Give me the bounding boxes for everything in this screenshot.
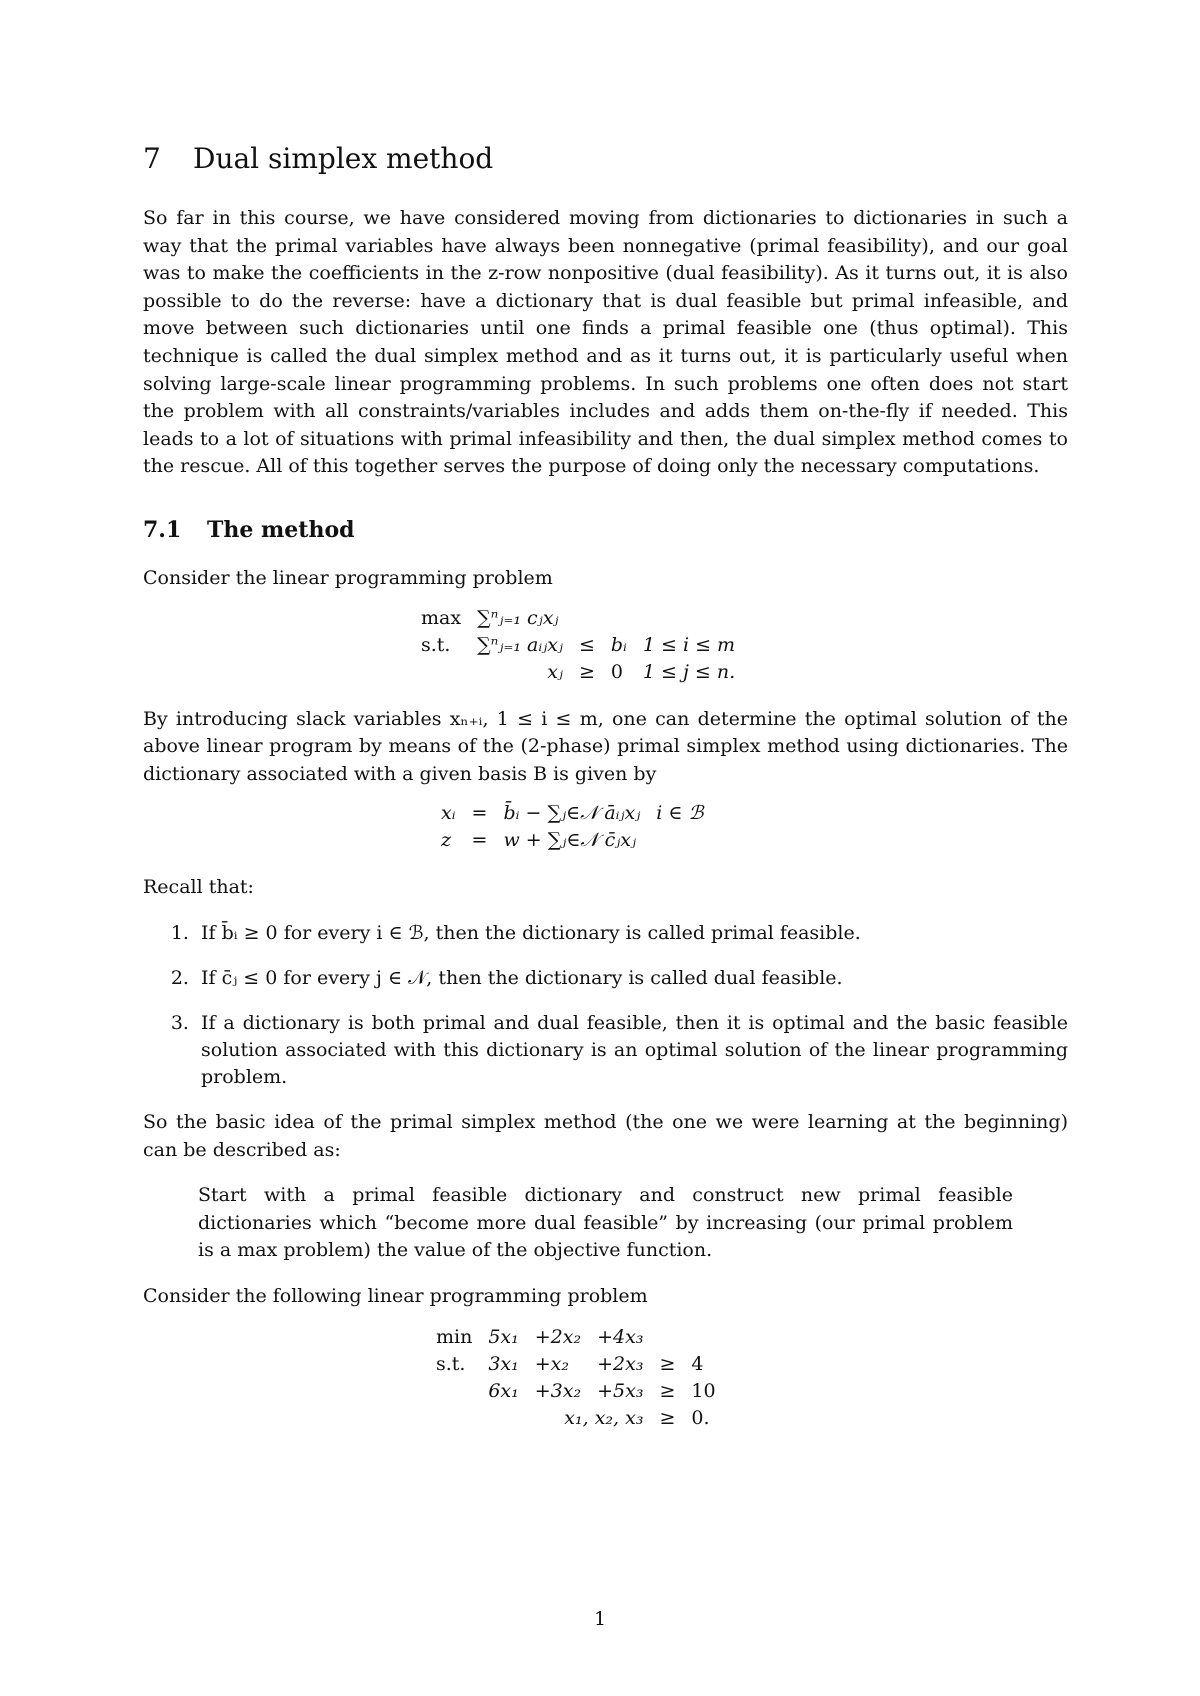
lp1-nonneg-expr: xⱼ <box>547 660 563 683</box>
dict-condition: i ∈ ℬ <box>656 802 704 825</box>
lp2-cell: +3x₂ <box>534 1380 582 1403</box>
lp1-constraint-rel: ≤ <box>578 633 595 656</box>
page-content <box>143 130 1068 1452</box>
subsection-title: The method <box>207 516 355 543</box>
section-number: 7 <box>143 142 161 175</box>
lp2-cell: 10 <box>691 1380 716 1403</box>
lp2-cell: 6x₁ <box>488 1380 519 1403</box>
lp-example <box>428 1324 1068 1432</box>
lp1-constraint-expr: ∑ⁿⱼ₌₁ aᵢⱼxⱼ <box>477 633 563 656</box>
lp2-cell: +2x₃ <box>597 1353 644 1376</box>
lp2-cell <box>428 1405 480 1432</box>
list-item: 1. If b̄ᵢ ≥ 0 for every i ∈ ℬ, then the dictionary is called primal feasible. <box>195 920 1068 947</box>
dict-eq-1: = <box>471 802 488 825</box>
lp2-cell: +x₂ <box>534 1353 570 1376</box>
lp2-cell <box>651 1324 683 1351</box>
dictionary-display <box>433 800 1068 854</box>
lp2-cell: 5x₁ <box>488 1326 519 1349</box>
lp2-cell <box>428 1378 480 1405</box>
dict-eq-2: = <box>471 829 488 852</box>
lp2-cell: 0. <box>691 1407 710 1430</box>
lp1-nonneg-rhs: 0 <box>610 660 623 683</box>
lp2-cell <box>683 1324 723 1351</box>
lp2-cell: ≥ <box>659 1407 676 1430</box>
lp1-constraint-rhs: bᵢ <box>610 633 627 656</box>
section-title: Dual simplex method <box>193 142 494 175</box>
lp1-label: max <box>421 606 462 629</box>
basic-idea-paragraph: So the basic idea of the primal simplex method (the one we were learning at the beginning) can be described as: <box>143 1110 1068 1161</box>
lp2-cell: +2x₂ <box>534 1326 582 1349</box>
list-item: 2. If c̄ⱼ ≤ 0 for every j ∈ 𝒩, then the dictionary is called dual feasible. <box>195 965 1068 992</box>
subsection-number: 7.1 <box>143 516 182 543</box>
lp2-cell: +5x₃ <box>597 1380 644 1403</box>
lp2-cell <box>480 1405 526 1432</box>
lp2-cell: ≥ <box>659 1380 676 1403</box>
consider-lp-text: Consider the linear programming problem <box>143 566 553 589</box>
dict-rhs-x: b̄ᵢ − ∑ⱼ∈𝒩 āᵢⱼxⱼ <box>503 802 641 825</box>
lp2-cell: 3x₁ <box>488 1353 519 1376</box>
consider-following-text: Consider the following linear programming problem <box>143 1284 648 1307</box>
lp1-nonneg-rel: ≥ <box>578 660 595 683</box>
lp1-st-label: s.t. <box>421 633 451 656</box>
list-item: 3. If a dictionary is both primal and dual feasible, then it is optimal and the basic feasible solution associated with this dictionary is an optimal solution of the linear programming problem. <box>195 1010 1068 1091</box>
quote-block: Start with a primal feasible dictionary and construct new primal feasible dictionaries which “become more dual feasible” by increasing (our primal problem is a max problem) the value of the objective function. <box>198 1184 1013 1262</box>
page-number: 1 <box>593 1608 607 1630</box>
lp1-nonneg-range: 1 ≤ j ≤ n. <box>642 660 736 683</box>
dict-lhs-x: xᵢ <box>441 802 456 825</box>
lp2-cell: ≥ <box>659 1353 676 1376</box>
dict-lhs-z: z <box>441 829 452 852</box>
lp2-cell: 4 <box>691 1353 704 1376</box>
lp1-objective: ∑ⁿⱼ₌₁ cⱼxⱼ <box>477 606 559 629</box>
intro-paragraph: So far in this course, we have considered moving from dictionaries to dictionaries in such a way that the primal variables have always been nonnegative (primal feasibility), and our goal was to make the coefficients in the z-row nonpositive (dual feasibility). As it turns out, it is also possible to do the reverse: have a dictionary that is dual feasible but primal infeasible, and move between such dictionaries until one finds a primal feasible one (thus optimal). This technique is called the dual simplex method and as it turns out, it is particularly useful when solving large-scale linear programming problems. In such problems one often does not start the problem with all constraints/variables includes and adds them on-the-fly if needed. This leads to a lot of situations with primal infeasibility and then, the dual simplex method comes to the rescue. All of this together serves the purpose of doing only the necessary computations. <box>143 207 1068 478</box>
lp2-cell: x₁, x₂, x₃ <box>564 1407 644 1430</box>
lp1-constraint-range: 1 ≤ i ≤ m <box>642 633 736 656</box>
recall-list <box>143 920 1068 1091</box>
section-heading <box>143 142 1068 175</box>
recall-text: Recall that: <box>143 876 254 899</box>
dict-rhs-z: w + ∑ⱼ∈𝒩 c̄ⱼxⱼ <box>503 829 637 852</box>
lp2-cell: s.t. <box>436 1353 466 1376</box>
slack-paragraph: By introducing slack variables xₙ₊ᵢ, 1 ≤ i ≤ m, one can determine the optimal solution of the above linear program by means of the (2-phase) primal simplex method using dictionaries. The dictionary associated with a given basis B is given by <box>143 707 1068 785</box>
lp2-cell: min <box>436 1326 473 1349</box>
lp2-cell: +4x₃ <box>597 1326 644 1349</box>
subsection-heading <box>143 517 1068 543</box>
lp-general-formulation <box>413 605 1068 686</box>
